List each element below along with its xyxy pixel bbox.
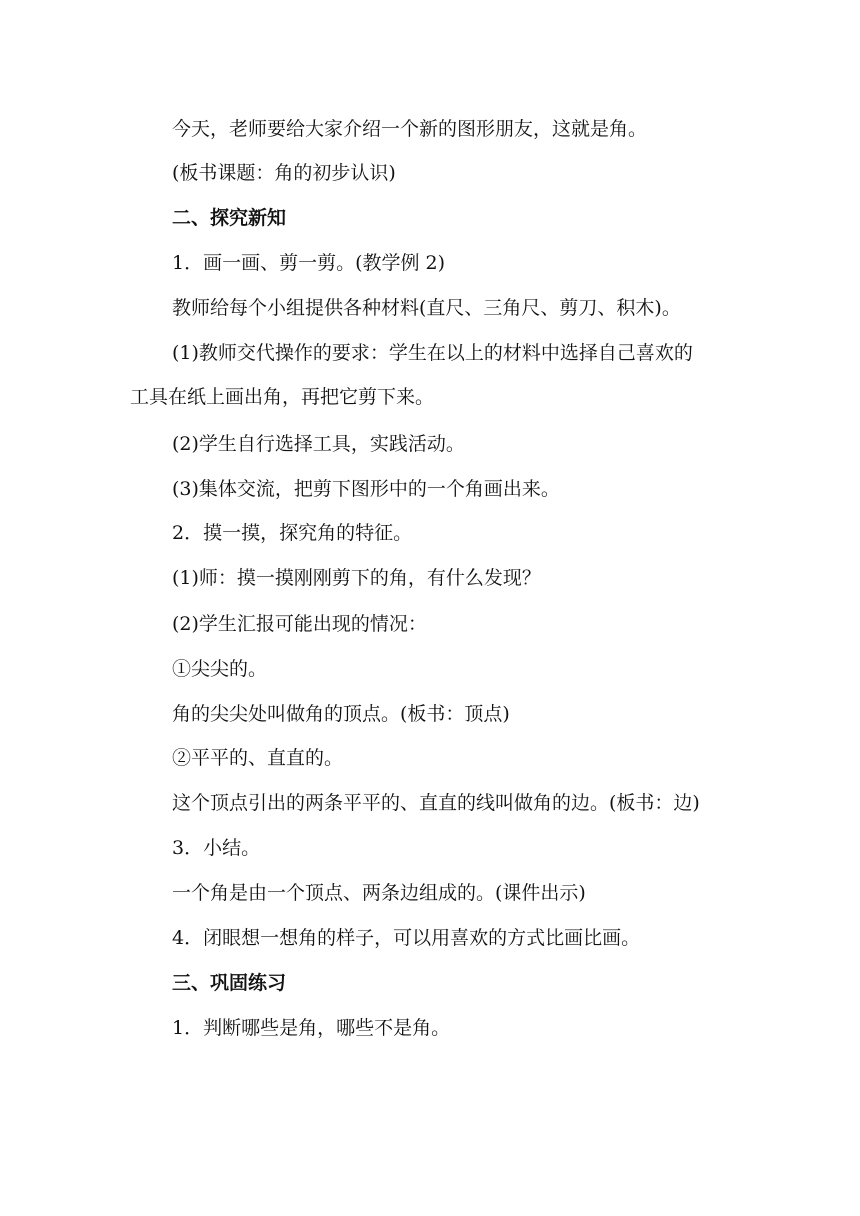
practice-item-1: 1．判断哪些是角，哪些不是角。 (172, 1017, 451, 1039)
step-2-heading: 2．摸一摸，探究角的特征。 (172, 522, 413, 544)
paragraph-materials: 教师给每个小组提供各种材料(直尺、三角尺、剪刀、积木)。 (172, 297, 681, 319)
paragraph-summary: 一个角是由一个顶点、两条边组成的。(课件出示) (172, 882, 586, 904)
paragraph-requirement-2: 工具在纸上画出角，再把它剪下来。 (130, 386, 435, 408)
section-heading-practice: 三、巩固练习 (172, 972, 287, 994)
step-1-heading: 1．画一画、剪一剪。(教学例 2) (172, 252, 446, 274)
list-item-sharp: ①尖尖的。 (172, 658, 268, 680)
paragraph-sides: 这个顶点引出的两条平平的、直直的线叫做角的边。(板书：边) (172, 792, 700, 814)
step-4-heading: 4．闭眼想一想角的样子，可以用喜欢的方式比画比画。 (172, 927, 641, 949)
list-item-straight: ②平平的、直直的。 (172, 747, 344, 769)
paragraph-share: (3)集体交流，把剪下图形中的一个角画出来。 (172, 478, 560, 500)
paragraph-intro: 今天，老师要给大家介绍一个新的图形朋友，这就是角。 (172, 118, 648, 140)
paragraph-vertex: 角的尖尖处叫做角的顶点。(板书：顶点) (172, 703, 510, 725)
paragraph-question: (1)师：摸一摸刚刚剪下的角，有什么发现？ (172, 567, 541, 589)
step-3-heading: 3．小结。 (172, 837, 261, 859)
paragraph-report: (2)学生汇报可能出现的情况： (172, 613, 427, 635)
section-heading-explore: 二、探究新知 (172, 207, 287, 229)
paragraph-practice: (2)学生自行选择工具，实践活动。 (172, 433, 465, 455)
board-title-note: (板书课题：角的初步认识) (172, 162, 396, 184)
paragraph-requirement-1: (1)教师交代操作的要求：学生在以上的材料中选择自己喜欢的 (172, 342, 693, 364)
